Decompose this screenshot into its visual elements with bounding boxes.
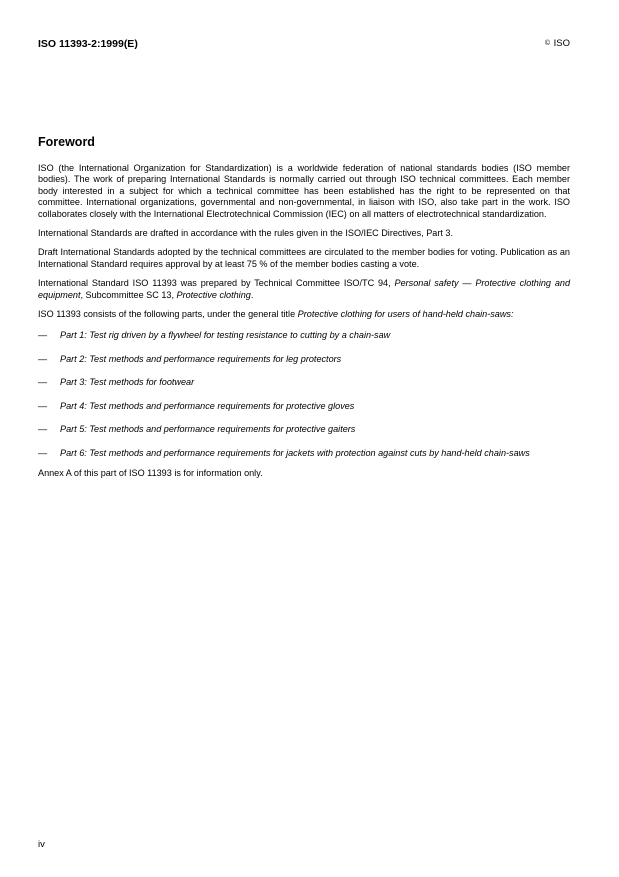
paragraph-annex: Annex A of this part of ISO 11393 is for information only. xyxy=(38,467,263,478)
dash-bullet: — xyxy=(38,377,48,388)
foreword-section xyxy=(38,135,570,487)
text-run: ISO 11393 consists of the following parts, under the general title xyxy=(38,309,298,320)
part-list-item xyxy=(38,330,570,341)
copyright-org: ISO xyxy=(553,38,570,49)
text-run: International Standard ISO 11393 was prepared by Technical Committee ISO/TC 94, xyxy=(38,278,395,289)
part-list-item xyxy=(38,424,570,435)
part-title: Part 4: Test methods and performance requirements for protective gloves xyxy=(60,400,355,411)
paragraph-parts-intro xyxy=(38,309,570,320)
part-title: Part 2: Test methods and performance requirements for leg protectors xyxy=(60,353,342,364)
copyright-symbol: © xyxy=(544,40,550,47)
part-title: Part 6: Test methods and performance requirements for jackets with protection against cuts by hand-held chain-saws xyxy=(60,447,530,458)
text-run: . xyxy=(250,289,254,300)
paragraph-prepared-by xyxy=(38,278,570,301)
part-list-item xyxy=(38,377,570,388)
part-list-item xyxy=(38,448,570,459)
paragraph-iso-intro: ISO (the International Organization for Standardization) is a worldwide federation of national standards bodies (ISO member bodies). The work of preparing International Standards is normally carried out through ISO technical committees. Each member body interested in a subject for which a technical committee has been established has the right to be represented on that committee. International organizations, governmental and non-governmental, in liaison with ISO, also take part in the work. ISO collaborates closely with the International Electrotechnical Commission (IEC) on all matters of electrotechnical standardization. xyxy=(38,163,570,219)
copyright-notice xyxy=(545,38,570,49)
dash-bullet: — xyxy=(38,330,48,341)
part-title: Part 5: Test methods and performance requirements for protective gaiters xyxy=(60,424,356,435)
dash-bullet: — xyxy=(38,400,48,411)
document-id: ISO 11393-2:1999(E) xyxy=(38,38,138,50)
paragraph-directives: International Standards are drafted in accordance with the rules given in the ISO/IEC Directives, Part 3. xyxy=(38,228,453,239)
italic-run: Protective clothing xyxy=(176,289,251,300)
text-run: , Subcommittee SC 13, xyxy=(80,289,177,300)
section-heading: Foreword xyxy=(38,135,95,149)
dash-bullet: — xyxy=(38,447,48,458)
part-title: Part 1: Test rig driven by a flywheel for testing resistance to cutting by a chain-saw xyxy=(60,330,391,341)
paragraph-voting: Draft International Standards adopted by the technical committees are circulated to the member bodies for voting. Publication as an International Standard requires approval by at least 75 % of the member bodies casting a vote. xyxy=(38,247,570,269)
page-number: iv xyxy=(38,839,45,850)
part-list-item xyxy=(38,401,570,412)
part-title: Part 3: Test methods for footwear xyxy=(60,377,195,388)
dash-bullet: — xyxy=(38,424,48,435)
dash-bullet: — xyxy=(38,353,48,364)
italic-run: Protective clothing for users of hand-held chain-saws: xyxy=(297,309,514,320)
italic-run: Personal safety — Protective clothing and equipment xyxy=(38,278,570,300)
part-list-item xyxy=(38,354,570,365)
